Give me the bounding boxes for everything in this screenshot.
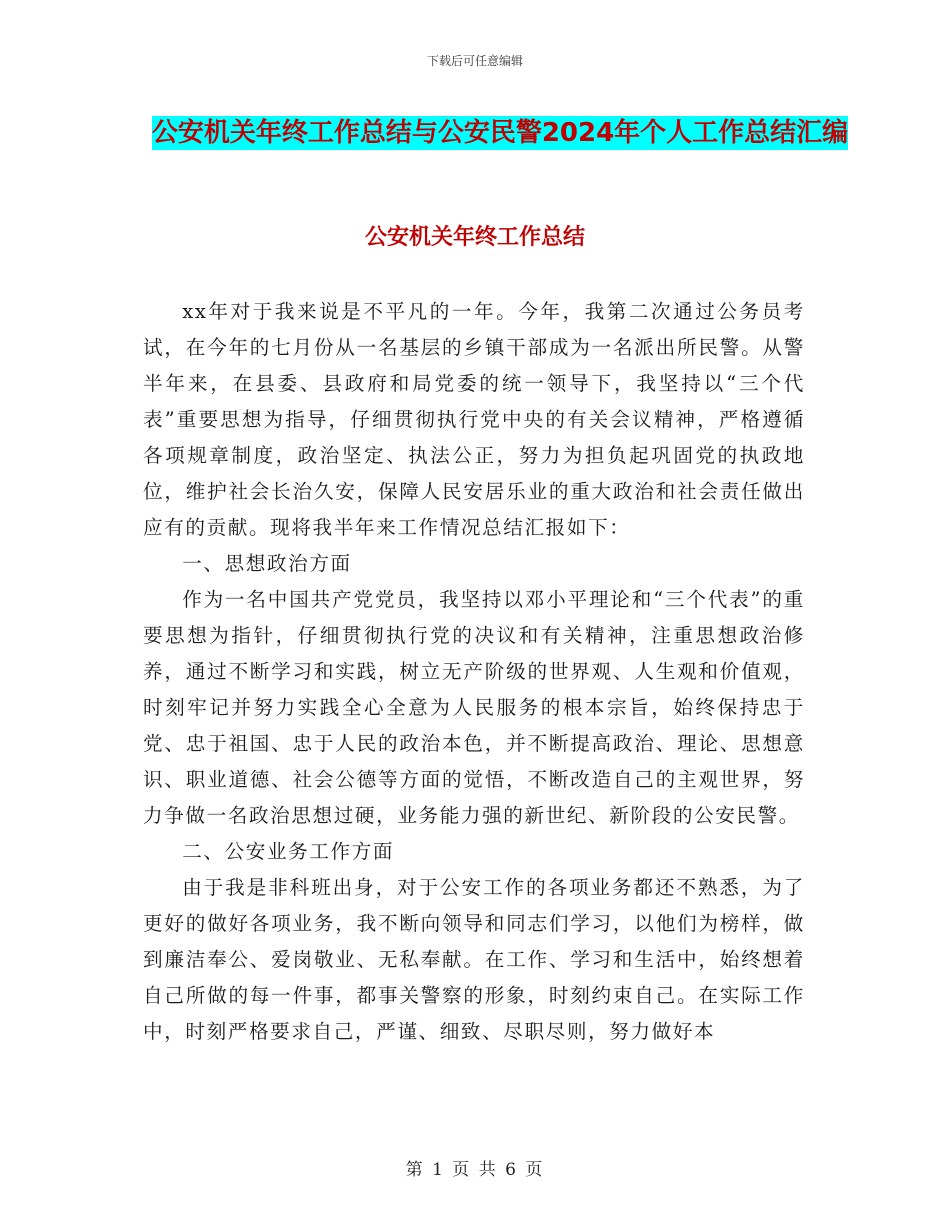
document-title (140, 108, 860, 158)
heading-police-work: 二、公安业务工作方面 (182, 840, 395, 863)
heading-political: 一、思想政治方面 (182, 552, 352, 575)
paragraph-police-work: 由于我是非科班出身，对于公安工作的各项业务都还不熟悉，为了更好的做好各项业务，我不断向领导和同志们学习，以他们为榜样，做到廉洁奉公、爱岗敬业、无私奉献。在工作、学习和生活中，始终想着自己所做的每一件事，都事关警察的形象，时刻约束自己。在实际工作中，时刻严格要求自己，严谨、细致、尽职尽则，努力做好本 (143, 876, 805, 1043)
document-title-text: 公安机关年终工作总结与公安民警2024年个人工作总结汇编 (151, 118, 849, 148)
header-note: 下载后可任意编辑 (426, 54, 523, 68)
paragraph-political: 作为一名中国共产党党员，我坚持以邓小平理论和“三个代表”的重要思想为指针，仔细贯彻执行党的决议和有关精神，注重思想政治修养，通过不断学习和实践，树立无产阶级的世界观、人生观和价值观，时刻牢记并努力实践全心全意为人民服务的根本宗旨，始终保持忠于党、忠于祖国、忠于人民的政治本色，并不断提高政治、理论、思想意识、职业道德、社会公德等方面的觉悟，不断改造自己的主观世界，努力争做一名政治思想过硬，业务能力强的新世纪、新阶段的公安民警。 (143, 588, 805, 827)
section-title: 公安机关年终工作总结 (364, 225, 585, 250)
paragraph-intro: xx年对于我来说是不平凡的一年。今年，我第二次通过公务员考试，在今年的七月份从一名基层的乡镇干部成为一名派出所民警。从警半年来，在县委、县政府和局党委的统一领导下，我坚持以“三个代表”重要思想为指导，仔细贯彻执行党中央的有关会议精神，严格遵循各项规章制度，政治坚定、执法公正，努力为担负起巩固党的执政地位，维护社会长治久安，保障人民安居乐业的重大政治和社会责任做出应有的贡献。现将我半年来工作情况总结汇报如下： (143, 300, 805, 539)
document-body (143, 294, 805, 1050)
page-number: 第 1 页 共 6 页 (405, 1160, 545, 1180)
